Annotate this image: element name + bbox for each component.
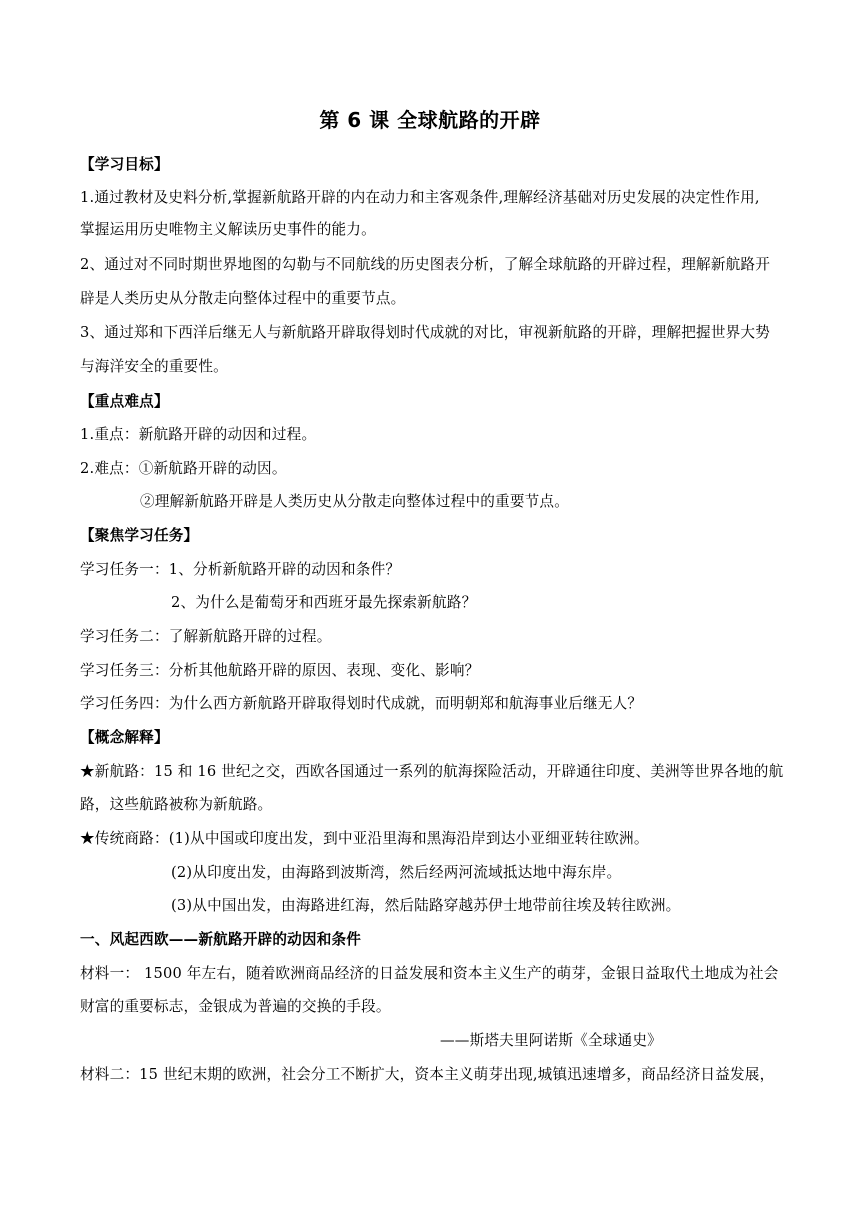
paragraph-line: 掌握运用历史唯物主义解读历史事件的能力。 xyxy=(80,221,376,238)
page-title: 第 6 课 全球航路的开辟 xyxy=(319,108,541,132)
paragraph-line: 2、为什么是葡萄牙和西班牙最先探索新航路？ xyxy=(171,594,477,611)
objectives-heading: 【学习目标】 xyxy=(80,156,169,173)
source-citation: ——斯塔夫里阿诺斯《全球通史》 xyxy=(440,1032,662,1049)
paragraph-line: 辟是人类历史从分散走向整体过程中的重要节点。 xyxy=(80,290,406,307)
paragraph-line: 2、通过对不同时期世界地图的勾勒与不同航线的历史图表分析，了解全球航路的开辟过程，理解新航路开 xyxy=(80,256,771,273)
paragraph-line: ②理解新航路开辟是人类历史从分散走向整体过程中的重要节点。 xyxy=(140,493,570,510)
tasks-heading: 【聚焦学习任务】 xyxy=(80,527,199,544)
concepts-heading: 【概念解释】 xyxy=(80,729,169,746)
paragraph-line: 学习任务三：分析其他航路开辟的原因、表现、变化、影响？ xyxy=(80,662,480,679)
paragraph-line: 材料一： 1500 年左右，随着欧洲商品经济的日益发展和资本主义生产的萌芽，金银日益取代土地成为社会 xyxy=(80,965,779,982)
paragraph-line: 学习任务四：为什么西方新航路开辟取得划时代成就，而明朝郑和航海事业后继无人？ xyxy=(80,695,643,712)
paragraph-line: 3、通过郑和下西洋后继无人与新航路开辟取得划时代成就的对比，审视新航路的开辟，理解把握世界大势 xyxy=(80,324,771,341)
paragraph-line: 学习任务二：了解新航路开辟的过程。 xyxy=(80,628,332,645)
paragraph-line: 路，这些航路被称为新航路。 xyxy=(80,796,273,813)
paragraph-line: 财富的重要标志，金银成为普遍的交换的手段。 xyxy=(80,998,391,1015)
paragraph-line: 1.通过教材及史料分析,掌握新航路开辟的内在动力和主客观条件,理解经济基础对历史发展的决定性作用, xyxy=(80,189,760,206)
paragraph-line: 1.重点：新航路开辟的动因和过程。 xyxy=(80,426,317,443)
paragraph-line: 2.难点：①新航路开辟的动因。 xyxy=(80,460,287,477)
paragraph-line: 与海洋安全的重要性。 xyxy=(80,358,228,375)
paragraph-line: ★传统商路：(1)从中国或印度出发，到中亚沿里海和黑海沿岸到达小亚细亚转往欧洲。 xyxy=(80,830,649,847)
key-points-heading: 【重点难点】 xyxy=(80,393,169,410)
part-one-heading: 一、风起西欧——新航路开辟的动因和条件 xyxy=(80,931,362,948)
paragraph-line: 学习任务一：1、分析新航路开辟的动因和条件？ xyxy=(80,561,401,578)
paragraph-line: ★新航路：15 和 16 世纪之交，西欧各国通过一系列的航海探险活动，开辟通往印度、美洲等世界各地的航 xyxy=(80,763,784,780)
paragraph-line: (3)从中国出发，由海路进红海，然后陆路穿越苏伊士地带前往埃及转往欧洲。 xyxy=(171,897,681,914)
paragraph-line: (2)从印度出发，由海路到波斯湾，然后经两河流域抵达地中海东岸。 xyxy=(171,864,622,881)
paragraph-line: 材料二：15 世纪末期的欧洲，社会分工不断扩大，资本主义萌芽出现,城镇迅速增多，商品经济日益发展， xyxy=(80,1066,775,1083)
